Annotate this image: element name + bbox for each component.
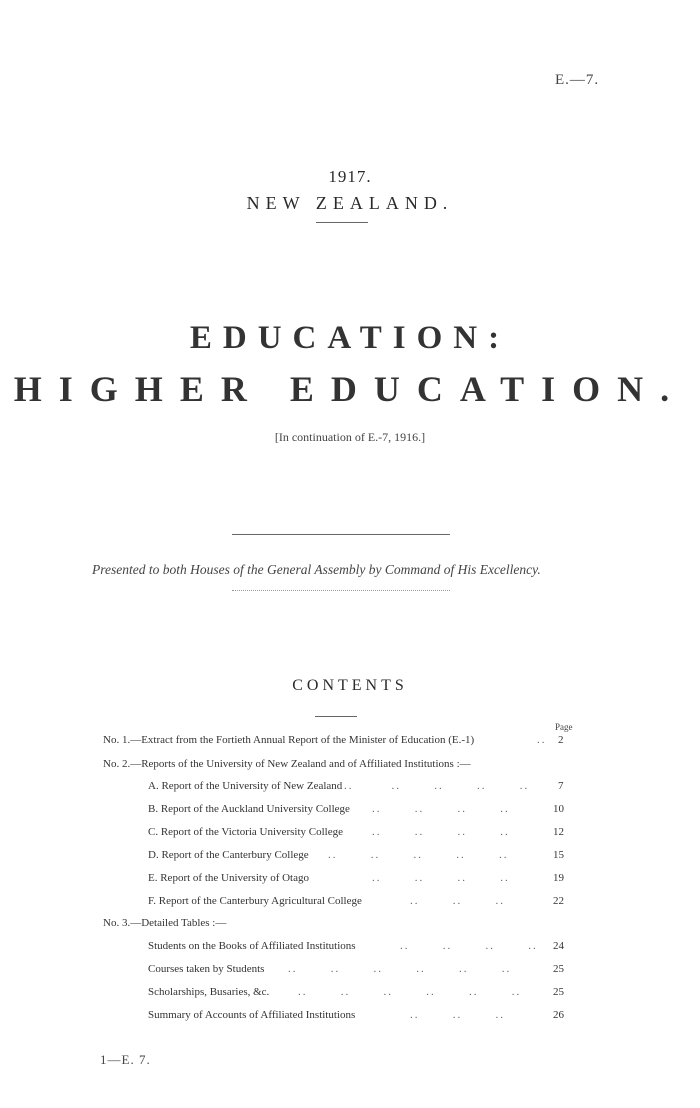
main-title: EDUCATION:	[189, 320, 511, 356]
country-title: NEW ZEALAND.	[246, 193, 454, 213]
contents-entry-text: E. Report of the University of Otago	[148, 872, 309, 884]
contents-entry-text: D. Report of the Canterbury College	[148, 849, 309, 861]
contents-entry-page: 15	[553, 849, 564, 861]
contents-heading: CONTENTS	[292, 677, 408, 694]
contents-entry-page: 26	[553, 1009, 564, 1021]
presented-statement: Presented to both Houses of the General Assembly by Command of His Excellency.	[92, 562, 541, 577]
sub-title: HIGHER EDUCATION.	[13, 369, 687, 409]
contents-entry-text: Summary of Accounts of Affiliated Institutions	[148, 1009, 356, 1021]
contents-entry-page: 25	[553, 986, 564, 998]
leader-dots: ..	[537, 734, 547, 746]
sheet-reference: 1—E. 7.	[100, 1052, 151, 1067]
contents-entry-page: 25	[553, 963, 564, 975]
contents-entry-page: 19	[553, 872, 564, 884]
contents-entry-page: 12	[553, 826, 564, 838]
contents-entry-text: C. Report of the Victoria University College	[148, 826, 343, 838]
contents-entry-text: F. Report of the Canterbury Agricultural College	[148, 895, 362, 907]
contents-entry-text: Scholarships, Busaries, &c.	[148, 986, 270, 998]
page-reference: E.—7.	[555, 72, 600, 88]
contents-entry-text: B. Report of the Auckland University College	[148, 803, 350, 815]
contents-entry-text: Students on the Books of Affiliated Institutions	[148, 940, 356, 952]
contents-entry-text: A. Report of the University of New Zealand	[148, 780, 343, 792]
contents-entry-page: 7	[558, 780, 564, 792]
divider-rule	[316, 222, 368, 223]
divider-rule	[232, 590, 450, 591]
page-column-label: Page	[555, 722, 573, 732]
contents-entry-page: 10	[553, 803, 564, 815]
divider-rule	[232, 534, 450, 535]
divider-rule	[315, 716, 357, 717]
contents-entry-text: No. 1.—Extract from the Fortieth Annual Report of the Minister of Education (E.-1)	[103, 734, 475, 746]
continuation-note: [In continuation of E.-7, 1916.]	[274, 430, 426, 444]
contents-entry-text: No. 2.—Reports of the University of New Zealand and of Affiliated Institutions :—	[103, 758, 471, 770]
year: 1917.	[328, 167, 372, 186]
contents-entry-text: No. 3.—Detailed Tables :—	[103, 917, 227, 929]
contents-entry-page: 24	[553, 940, 564, 952]
contents-entry-page: 2	[558, 734, 564, 746]
contents-entry-text: Courses taken by Students	[148, 963, 265, 975]
contents-entry-page: 22	[553, 895, 564, 907]
